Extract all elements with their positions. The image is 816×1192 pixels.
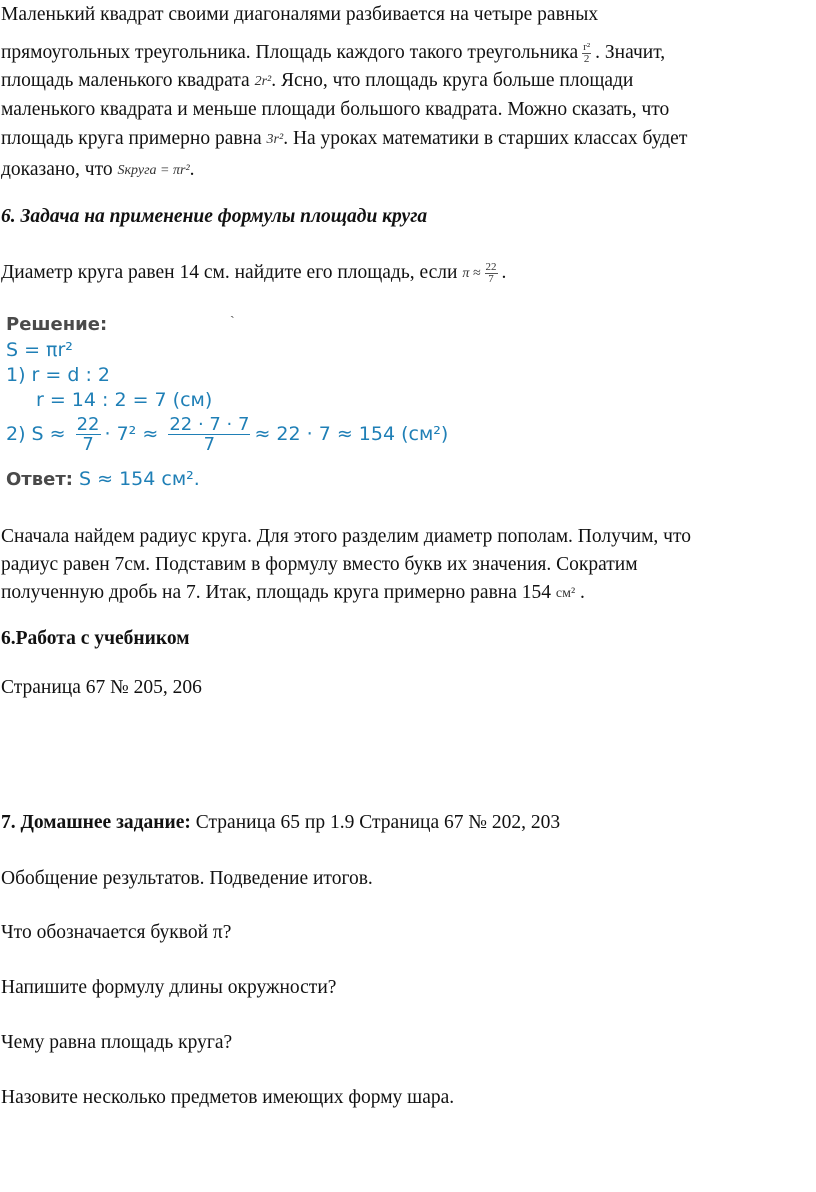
pi-approx-fraction (485, 262, 498, 285)
intro-text: Маленький квадрат своими диагоналями разбивается на четыре равных (1, 4, 599, 25)
explain-line-2: радиус равен 7см. Подставим в формулу вместо букв их значения. Сократим (1, 554, 638, 575)
fraction-22-7 (76, 415, 101, 454)
task6-problem (1, 258, 813, 288)
explain-text: полученную дробь на 7. Итак, площадь круга примерно равна 154 (1, 582, 552, 603)
question-4: Назовите несколько предметов имеющих форму шара. (1, 1087, 455, 1108)
intro-text: . Значит, (595, 42, 666, 63)
problem-text: Диаметр круга равен 14 см. найдите его площадь, если (1, 262, 458, 283)
summary-title: Обобщение результатов. Подведение итогов. (1, 868, 373, 889)
solution-image (6, 312, 449, 492)
solution-answer (6, 466, 200, 493)
problem-text: . (501, 262, 507, 283)
intro-line-6 (1, 155, 813, 185)
question-1: Что обозначается буквой π? (1, 922, 232, 943)
intro-text: . На уроках математики в старших классах будет (283, 128, 688, 149)
step-2-start: 2) S ≈ (6, 423, 66, 445)
answer-value: S ≈ 154 см². (79, 468, 200, 490)
explain-line-1: Сначала найдем радиус круга. Для этого разделим диаметр пополам. Получим, что (1, 526, 691, 547)
homework-label: 7. Домашнее задание: (1, 812, 191, 833)
intro-line-3 (1, 66, 813, 96)
intro-text: . Ясно, что площадь круга больше площади (271, 70, 634, 91)
formula-square-area: 2r² (254, 74, 272, 90)
solution-title: Решение: (6, 314, 108, 335)
answer-label: Ответ: (6, 469, 73, 490)
solution-step-2 (6, 412, 448, 456)
fraction-denominator: 2 (583, 53, 590, 66)
formula-approx-area: 3r² (266, 132, 284, 148)
intro-line-5 (1, 124, 813, 154)
fraction-denominator: 7 (488, 273, 494, 286)
intro-text: доказано, что (1, 159, 113, 180)
question-3: Чему равна площадь круга? (1, 1032, 233, 1053)
step-2-end: ≈ 22 · 7 ≈ 154 (см²) (254, 423, 449, 445)
intro-text: прямоугольных треугольника. Площадь каждого такого треугольника (1, 42, 579, 63)
solution-radius: r = 14 : 2 = 7 (см) (36, 389, 213, 411)
homework-line (1, 808, 813, 837)
stray-mark: ˏ (230, 304, 235, 319)
textbook-pages: Страница 67 № 205, 206 (1, 677, 202, 698)
solution-formula: S = πr² (6, 339, 73, 361)
explain-text: . (580, 582, 585, 603)
fraction-denominator: 7 (82, 434, 94, 455)
intro-line-2 (1, 38, 813, 67)
intro-text: . (189, 159, 195, 180)
homework-text: Страница 65 пр 1.9 Страница 67 № 202, 203 (190, 812, 561, 833)
fraction-numerator: 22 (485, 261, 497, 274)
intro-text: маленького квадрата и меньше площади большого квадрата. Можно сказать, что (1, 99, 670, 120)
fraction-numerator: r² (583, 41, 591, 54)
textbook-heading: 6.Работа с учебником (1, 628, 190, 649)
formula-triangle-area (582, 42, 591, 65)
intro-text: площадь круга примерно равна (1, 128, 262, 149)
intro-line-4 (1, 95, 813, 124)
pi-approx-symbol: π ≈ (462, 266, 481, 282)
intro-text: площадь маленького квадрата (1, 70, 250, 91)
question-2: Напишите формулу длины окружности? (1, 977, 337, 998)
solution-step-1: 1) r = d : 2 (6, 364, 110, 386)
fraction-numerator: 22 · 7 · 7 (169, 414, 250, 435)
fraction-reduced (168, 415, 250, 454)
unit-sq-cm: см² (555, 586, 576, 602)
fraction-denominator: 7 (203, 434, 216, 455)
explain-line-3 (1, 578, 813, 608)
task6-heading: 6. Задача на применение формулы площади круга (1, 206, 428, 227)
step-2-mid: · 7² ≈ (104, 423, 159, 445)
intro-line-1 (1, 0, 813, 29)
fraction-numerator: 22 (76, 414, 100, 435)
formula-circle-area: Sкруга = πr² (117, 163, 190, 179)
